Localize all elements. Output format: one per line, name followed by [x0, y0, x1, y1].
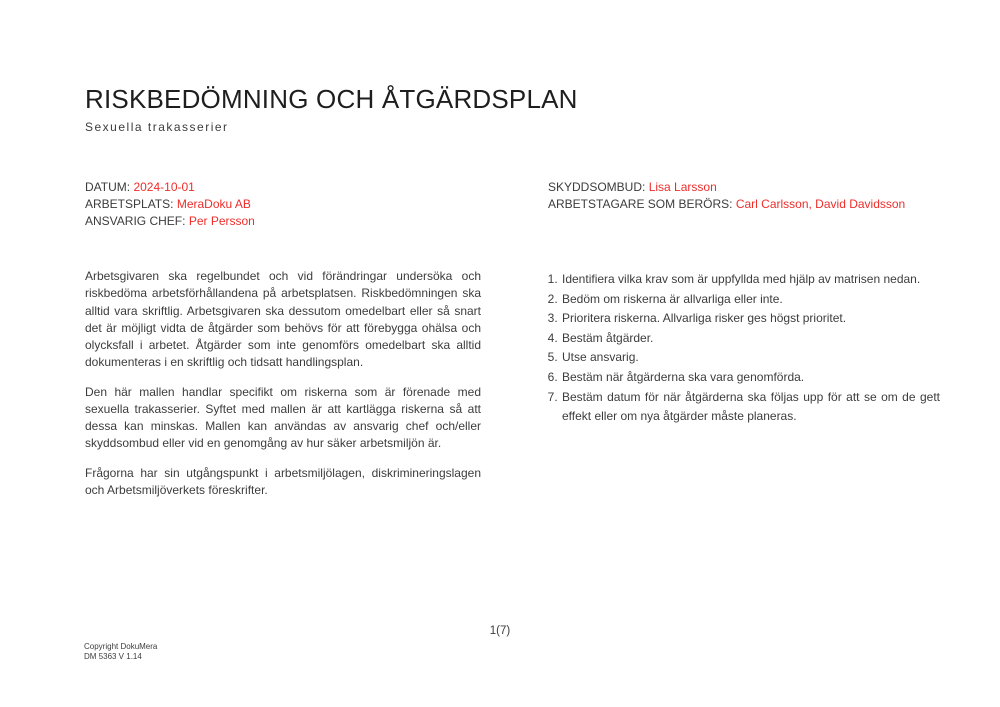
list-item-3: 3. Prioritera riskerna. Allvarliga risker ges högst prioritet. [561, 309, 940, 329]
field-label-arbetsplats: ARBETSPLATS: [85, 197, 174, 212]
field-value-ansvarig-chef: Per Persson [188, 214, 255, 229]
list-item-5: 5. Utse ansvarig. [561, 348, 940, 368]
field-value-datum: 2024-10-01 [133, 180, 195, 194]
field-label-ansvarig-chef: ANSVARIG CHEF: [85, 214, 186, 229]
footer-copyright [84, 642, 157, 662]
field-value-arbetsplats: MeraDoku AB [176, 197, 251, 212]
paragraph-2: Den här mallen handlar specifikt om riskerna som är förenade med sexuella trakasserier. Syftet med mallen är att kartlägga riskerna så att dessa kan minskas. Mallen kan användas av ansvarig chef och/eller skyddsombud eller vid en genomgång av hur säker arbetsmiljön är. [85, 384, 481, 451]
fields-left [85, 179, 255, 231]
paragraph-1: Arbetsgivaren ska regelbundet och vid förändringar undersöka och riskbedöma arbetsförhållandena på arbetsplatsen. Riskbedömningen ska alltid vara skriftlig. Arbetsgivaren ska dessutom omedelbart eller så snart det är möjligt vidta de åtgärder som behövs för att förebygga ohälsa och olycksfall i arbetet. Åtgärder som inte genomförs omedelbart ska alltid dokumenteras i en skriftlig och tidsatt handlingsplan. [85, 269, 481, 370]
field-row-arbetsplats [85, 196, 255, 213]
list-item-4: 4. Bestäm åtgärder. [561, 329, 940, 349]
document-title: RISKBEDÖMNING OCH ÅTGÄRDSPLAN [85, 84, 578, 114]
field-label-skyddsombud: SKYDDSOMBUD: [548, 180, 646, 194]
field-row-skyddsombud [548, 179, 905, 196]
document-subtitle: Sexuella trakasserier [85, 120, 229, 134]
field-label-arbetstagare: ARBETSTAGARE SOM BERÖRS: [548, 197, 733, 212]
field-label-datum: DATUM: [85, 180, 131, 194]
copyright-line: Copyright DokuMera [84, 642, 158, 651]
paragraph-3: Frågorna har sin utgångspunkt i arbetsmiljölagen, diskrimineringslagen och Arbetsmiljöverkets föreskrifter. [85, 465, 481, 497]
page-number: 1(7) [489, 625, 511, 637]
list-item-2: 2. Bedöm om riskerna är allvarliga eller inte. [561, 290, 940, 310]
field-value-arbetstagare: Carl Carlsson, David Davidsson [735, 197, 906, 212]
field-value-skyddsombud: Lisa Larsson [648, 180, 717, 194]
field-row-arbetstagare [548, 196, 905, 213]
list-item-7: 7. Bestäm datum för när åtgärderna ska följas upp för att se om de gett effekt eller om nya åtgärder måste planeras. [561, 388, 940, 427]
instructions-list [537, 270, 940, 427]
body-text-column [85, 268, 481, 499]
field-row-datum [85, 179, 255, 196]
field-row-ansvarig-chef [85, 213, 255, 230]
fields-right [548, 179, 905, 213]
list-item-6: 6. Bestäm när åtgärderna ska vara genomförda. [561, 368, 940, 388]
list-item-1: 1. Identifiera vilka krav som är uppfyllda med hjälp av matrisen nedan. [561, 270, 940, 290]
version-line: DM 5363 V 1.14 [84, 652, 142, 661]
